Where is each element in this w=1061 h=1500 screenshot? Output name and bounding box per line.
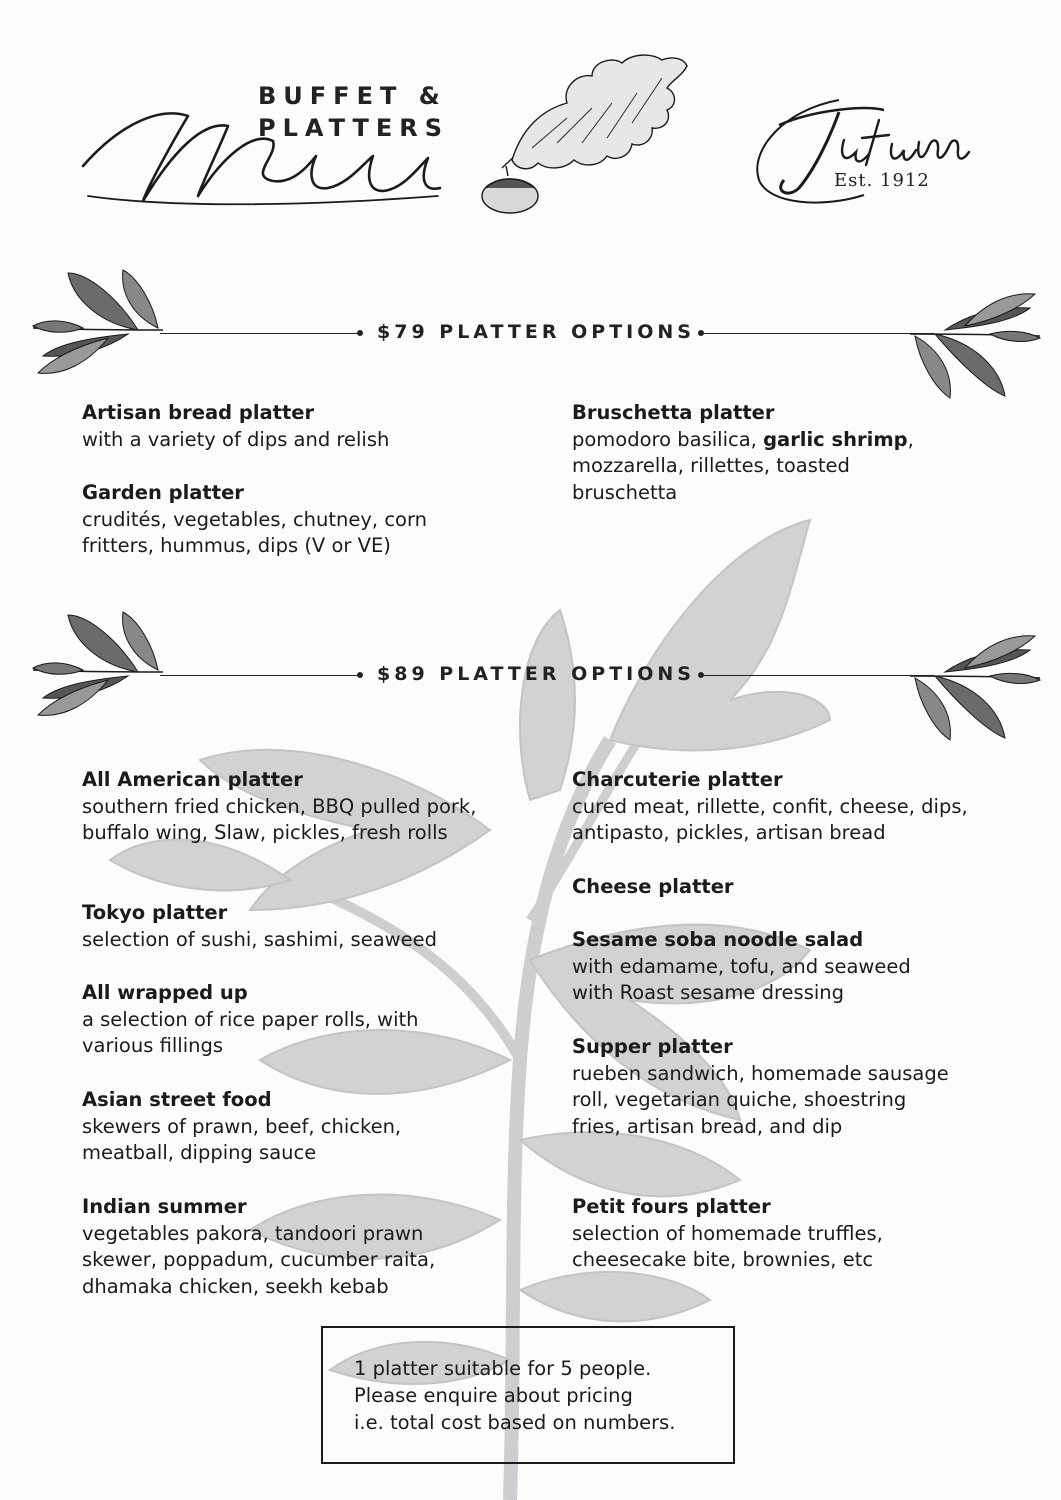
item-name: Charcuterie platter: [572, 768, 783, 791]
item-description: selection of sushi, sashimi, seaweed: [82, 927, 437, 951]
section2-rule-left: [160, 675, 358, 676]
item-description: with a variety of dips and relish: [82, 427, 390, 451]
item-name: Artisan bread platter: [82, 401, 315, 424]
menu-item: [572, 767, 992, 847]
header-title-line1: BUFFET &: [258, 82, 447, 110]
menu-item: [82, 980, 467, 1060]
menu-item: [82, 400, 522, 453]
section1-rule-left: [160, 333, 358, 334]
menu-item: [82, 480, 482, 560]
note-line: i.e. total cost based on numbers.: [354, 1411, 676, 1434]
section2-rule-right: [704, 675, 934, 676]
menu-item: [572, 874, 1012, 901]
item-name: Tokyo platter: [82, 901, 228, 924]
item-description: southern fried chicken, BBQ pulled pork, buffalo wing, Slaw, pickles, fresh rolls: [82, 794, 477, 845]
item-name: All wrapped up: [82, 981, 248, 1004]
menu-item: [572, 1034, 957, 1141]
oak-leaf-acorn-icon: [472, 48, 697, 218]
section1-rule-right: [704, 333, 934, 334]
established-year: Est. 1912: [834, 170, 930, 191]
menu-item: [82, 1194, 482, 1301]
menu-item: [572, 927, 957, 1007]
right-leaf-sprig-icon: [905, 288, 1045, 400]
item-description: a selection of rice paper rolls, with various fillings: [82, 1007, 419, 1058]
menu-item: [82, 1087, 442, 1167]
item-description: with edamame, tofu, and seaweed with Roast sesame dressing: [572, 954, 911, 1005]
item-description: vegetables pakora, tandoori prawn skewer, poppadum, cucumber raita, dhamaka chicken, seekh kebab: [82, 1221, 436, 1299]
item-name: Asian street food: [82, 1088, 272, 1111]
pricing-note-box: [321, 1326, 735, 1464]
item-name: Bruschetta platter: [572, 401, 775, 424]
item-description-highlight: garlic shrimp: [763, 427, 908, 451]
item-description: skewers of prawn, beef, chicken, meatball, dipping sauce: [82, 1114, 402, 1165]
item-name: Garden platter: [82, 481, 244, 504]
left-leaf-sprig-icon: [28, 610, 168, 722]
menu-item: [82, 767, 492, 847]
menu-item: [82, 900, 522, 953]
item-description: selection of homemade truffles, cheesecake bite, brownies, etc: [572, 1221, 883, 1272]
item-description: cured meat, rillette, confit, cheese, dips, antipasto, pickles, artisan bread: [572, 794, 968, 845]
right-leaf-sprig-icon: [905, 630, 1045, 742]
note-line: 1 platter suitable for 5 people.: [354, 1357, 652, 1380]
item-name: All American platter: [82, 768, 303, 791]
section1-title: $79 PLATTER OPTIONS: [377, 321, 695, 343]
item-description: rueben sandwich, homemade sausage roll, vegetarian quiche, shoestring fries, artisan bread, and dip: [572, 1061, 949, 1139]
left-leaf-sprig-icon: [28, 268, 168, 380]
menu-item: [572, 400, 952, 507]
section2-title: $89 PLATTER OPTIONS: [377, 663, 695, 685]
item-name: Indian summer: [82, 1195, 247, 1218]
item-name: Petit fours platter: [572, 1195, 771, 1218]
note-line: Please enquire about pricing: [354, 1384, 633, 1407]
item-name: Cheese platter: [572, 875, 734, 898]
item-description: crudités, vegetables, chutney, corn fritters, hummus, dips (V or VE): [82, 507, 428, 558]
item-description: pomodoro basilica, garlic shrimp, mozzarella, rillettes, toasted bruschetta: [572, 427, 914, 505]
menu-item: [572, 1194, 952, 1274]
item-name: Supper platter: [572, 1035, 733, 1058]
script-menu-title: [78, 96, 448, 216]
section1-dot-left: [357, 330, 363, 336]
header-title-line2: PLATTERS: [258, 114, 450, 142]
section2-dot-left: [357, 672, 363, 678]
item-name: Sesame soba noodle salad: [572, 928, 864, 951]
